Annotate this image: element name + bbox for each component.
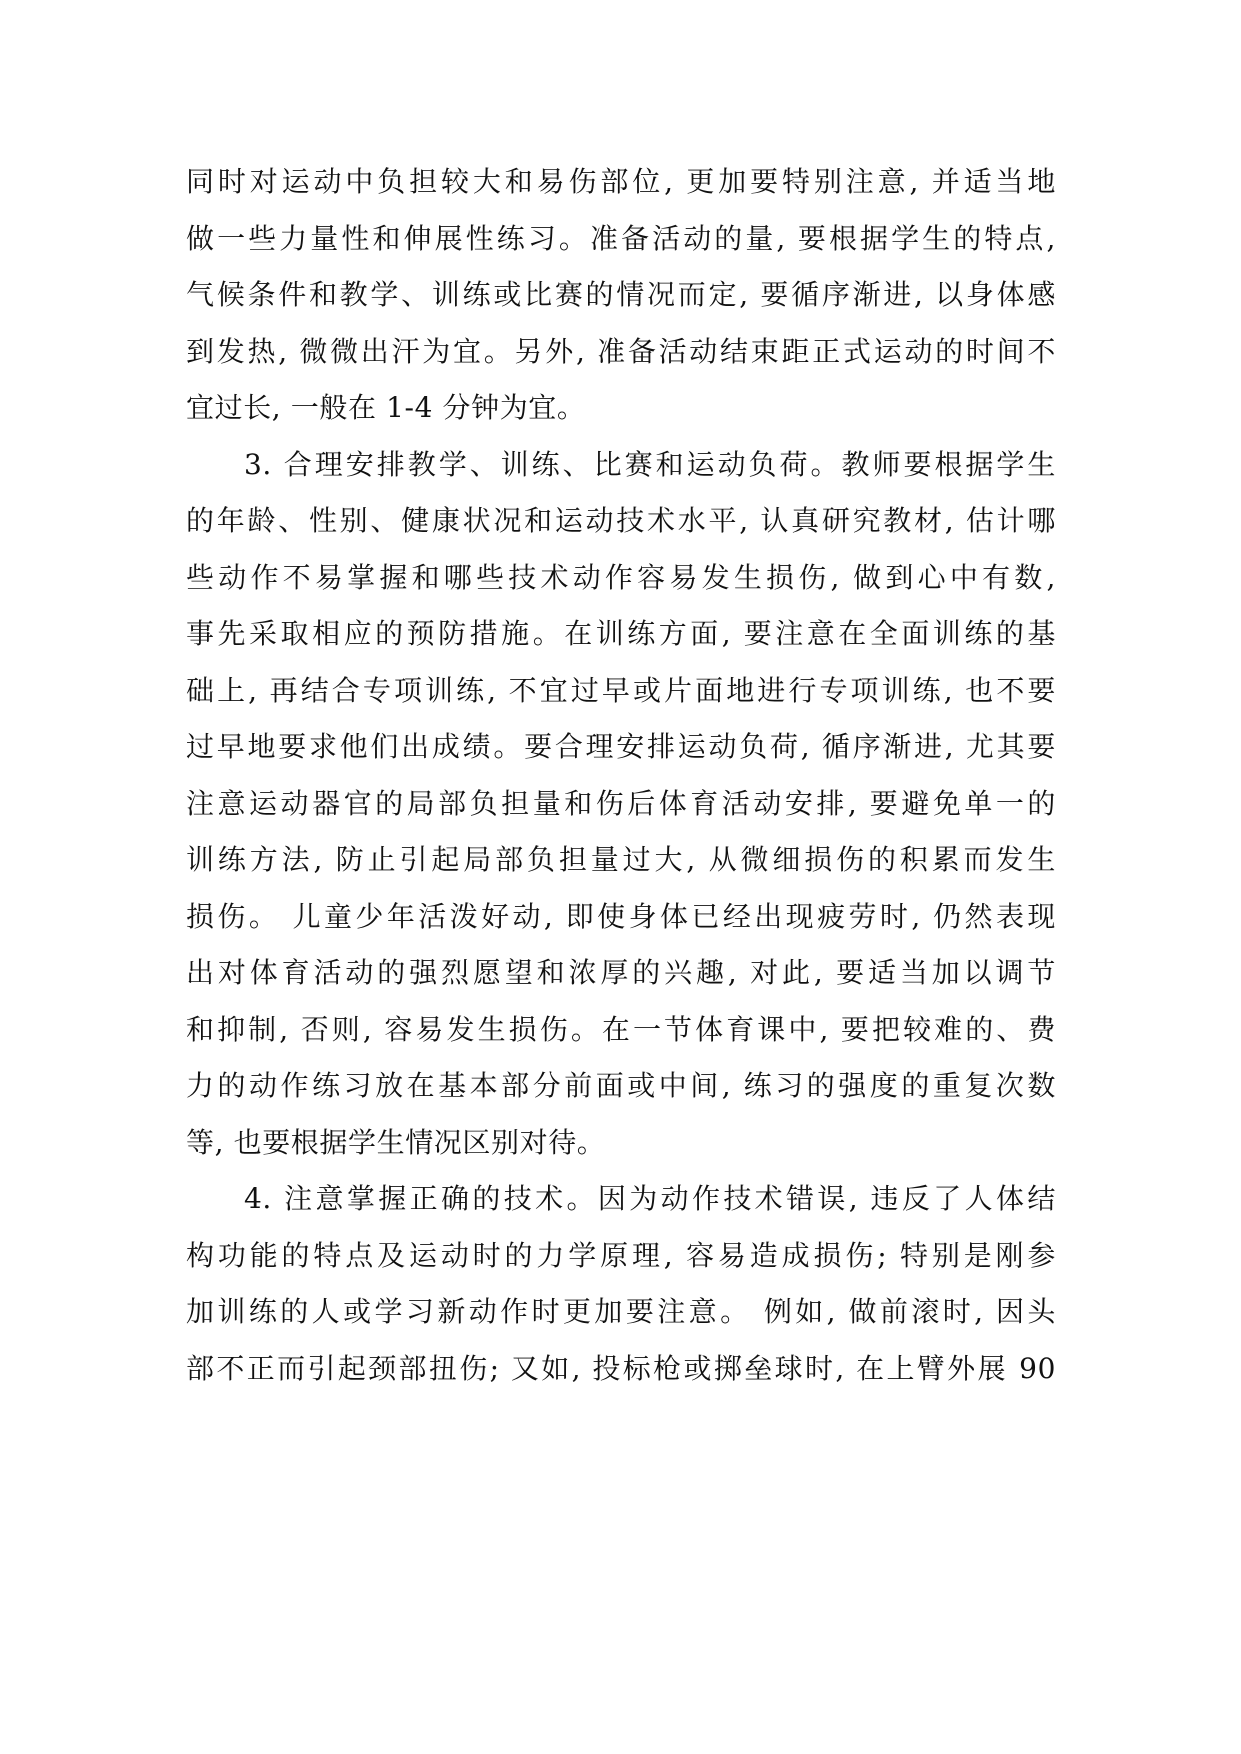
text-line: 些动作不易掌握和哪些技术动作容易发生损伤, 做到心中有数, <box>186 560 1056 594</box>
text-line: 做一些力量性和伸展性练习。准备活动的量, 要根据学生的特点, <box>186 221 1056 255</box>
text-line: 础上, 再结合专项训练, 不宜过早或片面地进行专项训练, 也不要 <box>186 673 1056 707</box>
text-line: 力的动作练习放在基本部分前面或中间, 练习的强度的重复次数 <box>186 1069 1056 1102</box>
text-line: 构功能的特点及运动时的力学原理, 容易造成损伤; 特别是刚参 <box>186 1238 1056 1272</box>
text-line: 同时对运动中负担较大和易伤部位, 更加要特别注意, 并适当地 <box>186 165 1056 198</box>
text-line: 出对体育活动的强烈愿望和浓厚的兴趣, 对此, 要适当加以调节 <box>186 956 1056 989</box>
text-line: 3. 合理安排教学、训练、比赛和运动负荷。教师要根据学生 <box>244 447 1056 481</box>
text-line: 注意运动器官的局部负担量和伤后体育活动安排, 要避免单一的 <box>186 786 1056 820</box>
body-text <box>186 154 1056 1397</box>
text-line: 到发热, 微微出汗为宜。另外, 准备活动结束距正式运动的时间不 <box>186 334 1056 368</box>
text-line: 部不正而引起颈部扭伤; 又如, 投标枪或掷垒球时, 在上臂外展 90 <box>186 1351 1056 1385</box>
text-line: 损伤。 儿童少年活泼好动, 即使身体已经出现疲劳时, 仍然表现 <box>186 899 1056 933</box>
text-line: 的年龄、性别、健康状况和运动技术水平, 认真研究教材, 估计哪 <box>186 504 1056 537</box>
text-line: 4. 注意掌握正确的技术。因为动作技术错误, 违反了人体结 <box>244 1182 1056 1215</box>
text-line: 加训练的人或学习新动作时更加要注意。 例如, 做前滚时, 因头 <box>186 1295 1056 1328</box>
text-line: 过早地要求他们出成绩。要合理安排运动负荷, 循序渐进, 尤其要 <box>186 730 1056 763</box>
text-line: 和抑制, 否则, 容易发生损伤。在一节体育课中, 要把较难的、费 <box>186 1012 1056 1046</box>
text-line: 等, 也要根据学生情况区别对待。 <box>186 1125 606 1159</box>
text-line: 宜过长, 一般在 1-4 分钟为宜。 <box>186 391 586 424</box>
text-line: 气候条件和教学、训练或比赛的情况而定, 要循序渐进, 以身体感 <box>186 278 1056 311</box>
text-line: 训练方法, 防止引起局部负担量过大, 从微细损伤的积累而发生 <box>186 843 1056 876</box>
text-line: 事先采取相应的预防措施。在训练方面, 要注意在全面训练的基 <box>186 617 1056 650</box>
